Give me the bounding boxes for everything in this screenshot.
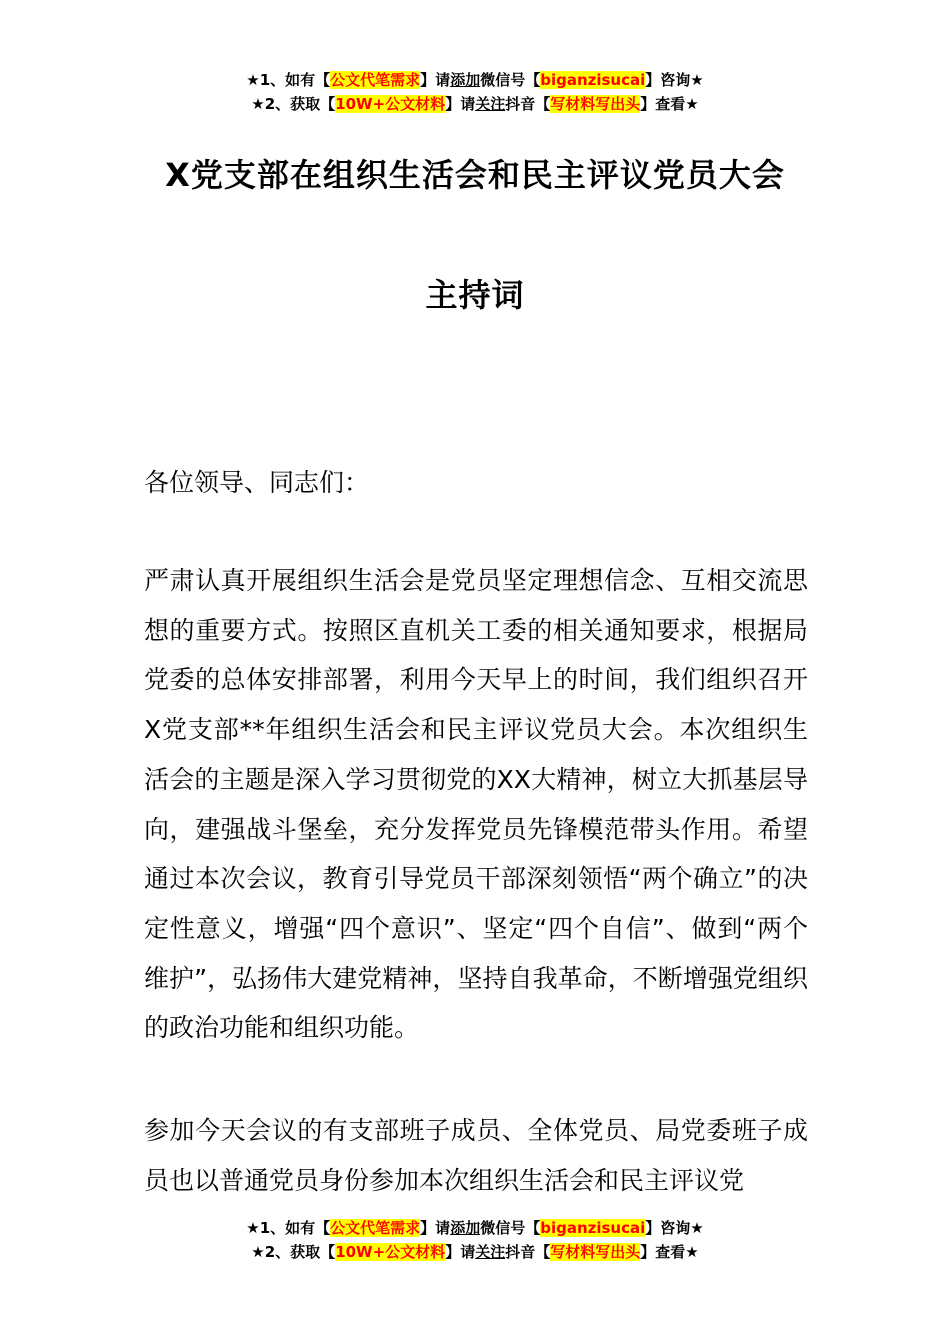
promo-highlight: biganzisucai [540,1219,646,1237]
body-paragraph: 参加今天会议的有支部班子成员、全体党员、局党委班子成员也以普通党员身份参加本次组织生活会和民主评议党 [144,1116,808,1195]
promo-highlight: 10W+公文材料 [335,1243,446,1261]
body-paragraph: 严肃认真开展组织生活会是党员坚定理想信念、互相交流思想的重要方式。按照区直机关工委的相关通知要求，根据局党委的总体安排部署，利用今天早上的时间，我们组织召开X党支部**年组织生活会和民主评议党员大会。本次组织生活会的主题是深入学习贯彻党的XX大精神，树立大抓基层导向，建强战斗堡垒，充分发挥党员先锋模范带头作用。希望通过本次会议，教育引导党员干部深刻领悟“两个确立”的决定性意义，增强“四个意识”、坚定“四个自信”、做到“两个维护”，弘扬伟大建党精神，坚持自我革命，不断增强党组织的政治功能和组织功能。 [144,566,808,1043]
document-title: X党支部在组织生活会和民主评议党员大会 [165,156,785,194]
footer-promo-banner [0,1216,950,1264]
promo-highlight: 10W+公文材料 [335,95,446,113]
promo-highlight: 公文代笔需求 [330,1219,421,1237]
promo-line-1: ★1、如有【公文代笔需求】请添加微信号【biganzisucai】咨询★ [246,71,704,89]
document-title-continued: 主持词 [425,276,525,314]
promo-highlight: 公文代笔需求 [330,71,421,89]
promo-highlight: biganzisucai [540,71,646,89]
promo-highlight: 写材料写出头 [550,95,641,113]
promo-highlight: 写材料写出头 [550,1243,641,1261]
promo-line-2: ★2、获取【10W+公文材料】请关注抖音【写材料写出头】查看★ [251,1243,699,1261]
promo-line-1: ★1、如有【公文代笔需求】请添加微信号【biganzisucai】咨询★ [246,1219,704,1237]
header-promo-banner [0,68,950,116]
promo-line-2: ★2、获取【10W+公文材料】请关注抖音【写材料写出头】查看★ [251,95,699,113]
salutation: 各位领导、同志们： [144,468,370,497]
